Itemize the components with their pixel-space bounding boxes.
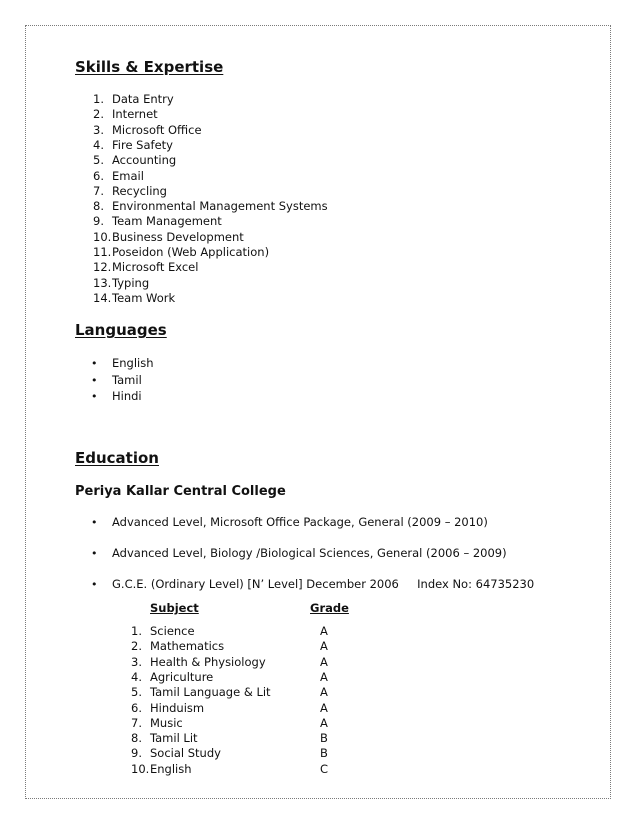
result-grade: A bbox=[320, 685, 328, 700]
skill-number: 1. bbox=[93, 92, 104, 106]
result-grade: A bbox=[320, 624, 328, 638]
result-grade: A bbox=[320, 654, 328, 669]
result-number: 5. bbox=[131, 685, 142, 700]
education-heading: Education bbox=[75, 449, 159, 467]
result-number: 7. bbox=[131, 715, 142, 730]
result-number: 2. bbox=[131, 639, 142, 654]
result-subject: Health & Physiology bbox=[150, 654, 266, 669]
result-grade: A bbox=[320, 669, 328, 684]
skill-item: Internet bbox=[112, 107, 158, 122]
school-name: Periya Kallar Central College bbox=[75, 484, 286, 499]
skill-number: 9. bbox=[93, 214, 104, 229]
skill-item: Fire Safety bbox=[112, 137, 173, 152]
result-subject: Hinduism bbox=[150, 700, 205, 715]
result-number: 9. bbox=[131, 746, 142, 761]
result-subject: Tamil Language & Lit bbox=[150, 685, 271, 700]
skill-number: 8. bbox=[93, 199, 104, 214]
bullet-icon: • bbox=[91, 547, 98, 560]
skill-item: Business Development bbox=[112, 229, 244, 244]
skill-number: 2. bbox=[93, 107, 104, 122]
grade-column-header: Grade bbox=[310, 601, 349, 615]
skill-number: 10. bbox=[93, 229, 112, 244]
result-number: 10. bbox=[131, 761, 150, 776]
education-entry: G.C.E. (Ordinary Level) [N’ Level] December 2006 Index No: 64735230 bbox=[112, 577, 535, 591]
bullet-icon: • bbox=[91, 390, 98, 403]
skill-item: Microsoft Excel bbox=[112, 260, 199, 275]
language-item: Hindi bbox=[112, 389, 142, 403]
education-entry: Advanced Level, Biology /Biological Sciences, General (2006 – 2009) bbox=[112, 546, 507, 560]
result-subject: Tamil Lit bbox=[150, 731, 198, 746]
result-subject: Social Study bbox=[150, 746, 221, 761]
skill-number: 6. bbox=[93, 168, 104, 183]
skill-item: Team Work bbox=[112, 290, 176, 305]
skill-item: Typing bbox=[112, 275, 150, 290]
bullet-icon: • bbox=[91, 373, 98, 387]
result-grade: B bbox=[320, 746, 328, 761]
skill-number: 7. bbox=[93, 183, 104, 198]
subject-column-header: Subject bbox=[150, 601, 199, 615]
skill-item: Accounting bbox=[112, 153, 177, 168]
skill-item: Poseidon (Web Application) bbox=[112, 245, 270, 259]
languages-heading: Languages bbox=[75, 321, 167, 339]
skills-heading: Skills & Expertise bbox=[75, 58, 224, 76]
skill-number: 12. bbox=[93, 260, 112, 275]
result-number: 3. bbox=[131, 654, 142, 669]
result-grade: C bbox=[320, 761, 329, 776]
education-entry: Advanced Level, Microsoft Office Package, General (2009 – 2010) bbox=[112, 515, 488, 529]
result-grade: B bbox=[320, 731, 328, 746]
skill-item: Data Entry bbox=[112, 92, 174, 106]
result-subject: Mathematics bbox=[150, 639, 225, 654]
result-grade: A bbox=[320, 700, 328, 715]
skill-item: Email bbox=[112, 168, 144, 183]
skill-number: 4. bbox=[93, 137, 104, 152]
result-number: 1. bbox=[131, 624, 142, 638]
result-subject: Science bbox=[150, 624, 195, 638]
language-item: English bbox=[112, 356, 154, 370]
skill-item: Team Management bbox=[112, 214, 222, 229]
bullet-icon: • bbox=[91, 357, 98, 370]
skill-number: 5. bbox=[93, 153, 104, 168]
result-subject: English bbox=[150, 761, 192, 776]
skill-number: 13. bbox=[93, 275, 112, 290]
skill-item: Recycling bbox=[112, 183, 167, 198]
language-item: Tamil bbox=[112, 372, 142, 387]
result-grade: A bbox=[320, 639, 328, 654]
result-number: 6. bbox=[131, 700, 142, 715]
skill-number: 14. bbox=[93, 290, 112, 305]
skill-number: 11. bbox=[93, 245, 112, 259]
result-number: 8. bbox=[131, 731, 142, 746]
bullet-icon: • bbox=[91, 578, 98, 591]
result-number: 4. bbox=[131, 669, 142, 684]
result-subject: Music bbox=[150, 715, 183, 730]
result-grade: A bbox=[320, 715, 328, 730]
result-subject: Agriculture bbox=[150, 669, 214, 684]
bullet-icon: • bbox=[91, 516, 98, 529]
skill-item: Microsoft Office bbox=[112, 122, 202, 137]
skill-item: Environmental Management Systems bbox=[112, 199, 328, 214]
skill-number: 3. bbox=[93, 122, 104, 137]
